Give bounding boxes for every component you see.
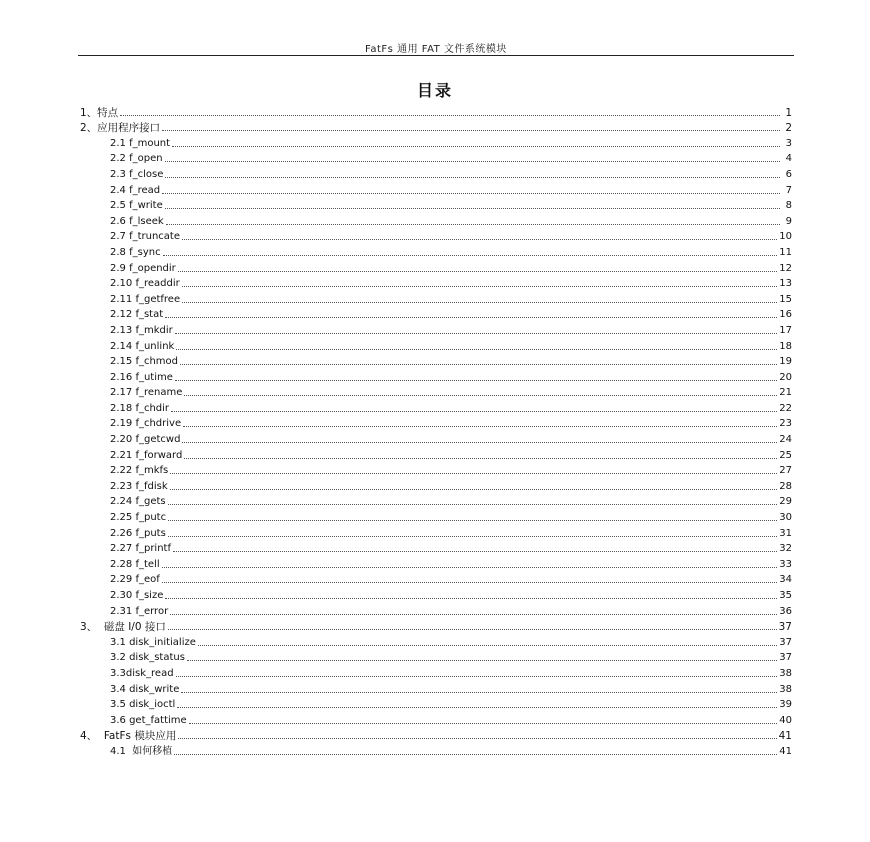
running-header: FatFs 通用 FAT 文件系统模块 (365, 44, 507, 55)
toc-entry-label: 2.11 f_getfree (110, 293, 181, 305)
toc-entry-label: 2.27 f_printf (110, 543, 171, 555)
dot-leader (120, 115, 780, 116)
toc-entry-page-number: 11 (779, 246, 792, 258)
dot-leader (176, 349, 777, 350)
dot-leader (165, 317, 777, 318)
toc-entry-page-number: 23 (779, 418, 792, 430)
toc-entry-label: 2.12 f_stat (110, 309, 164, 321)
dot-leader (198, 645, 777, 646)
toc-entry-page-number: 2 (785, 122, 792, 135)
dot-leader (162, 582, 778, 583)
toc-entry[interactable] (80, 430, 792, 446)
toc-entry-page-number: 36 (779, 605, 792, 617)
toc-entry[interactable] (80, 337, 792, 353)
toc-entry-label: 2.10 f_readdir (110, 278, 180, 290)
toc-entry-label: 2.23 f_fdisk (110, 480, 168, 492)
toc-entry-page-number: 9 (785, 215, 792, 227)
toc-entry-label: 2.13 f_mkdir (110, 324, 173, 336)
toc-entry[interactable] (80, 680, 792, 696)
toc-entry-page-number: 41 (779, 745, 792, 757)
toc-entry[interactable] (80, 368, 792, 384)
toc-entry-label: 2.24 f_gets (110, 496, 166, 508)
toc-entry-label: 2.17 f_rename (110, 387, 183, 399)
dot-leader (165, 177, 780, 178)
dot-leader (184, 395, 777, 396)
dot-leader (189, 723, 778, 724)
toc-entry-label: 2.8 f_sync (110, 246, 161, 258)
dot-leader (178, 738, 776, 739)
toc-entry[interactable] (80, 477, 792, 493)
toc-entry-page-number: 40 (779, 714, 792, 726)
toc-entry[interactable] (80, 321, 792, 337)
toc-entry[interactable] (80, 540, 792, 556)
toc-entry-page-number: 18 (779, 340, 792, 352)
dot-leader (187, 660, 777, 661)
toc-entry[interactable] (80, 555, 792, 571)
toc-entry[interactable] (80, 399, 792, 415)
toc-entry-label: 3.6 get_fattime (110, 714, 187, 726)
toc-entry-page-number: 8 (785, 200, 792, 212)
dot-leader (175, 333, 778, 334)
toc-entry[interactable] (80, 212, 792, 228)
toc-entry-label: 2.28 f_tell (110, 558, 160, 570)
toc-entry[interactable] (80, 275, 792, 291)
toc-entry-page-number: 35 (779, 590, 792, 601)
toc-entry-page-number: 33 (779, 558, 792, 570)
toc-entry[interactable] (80, 290, 792, 306)
dot-leader (168, 504, 778, 505)
dot-leader (180, 364, 777, 365)
toc-entry-label: 2.20 f_getcwd (110, 434, 181, 446)
dot-leader (165, 598, 777, 599)
toc-entry-page-number: 7 (785, 184, 792, 196)
toc-entry-page-number: 10 (779, 231, 792, 243)
dot-leader (165, 161, 780, 162)
dot-leader (170, 489, 778, 490)
toc-entry-label: 1、特点 (80, 106, 119, 119)
dot-leader (168, 520, 777, 521)
toc-entry-label: 2.9 f_opendir (110, 262, 176, 274)
toc-entry[interactable] (80, 462, 792, 478)
toc-entry[interactable] (80, 446, 792, 462)
toc-entry[interactable] (80, 649, 792, 665)
dot-leader (165, 208, 780, 209)
dot-leader (168, 536, 777, 537)
toc-entry[interactable] (80, 602, 792, 618)
toc-entry-page-number: 29 (779, 496, 792, 508)
toc-entry-page-number: 6 (785, 168, 792, 180)
dot-leader (181, 692, 777, 693)
toc-entry-label: 3.3disk_read (110, 667, 174, 679)
toc-entry-label: 2.29 f_eof (110, 574, 160, 586)
dot-leader (162, 130, 780, 131)
toc-entry-page-number: 39 (779, 699, 792, 711)
dot-leader (184, 458, 777, 459)
toc-entry[interactable] (80, 493, 792, 509)
toc-entry-label: 2、应用程序接口 (80, 122, 161, 135)
toc-entry[interactable] (80, 727, 792, 743)
toc-entry-page-number: 19 (779, 356, 792, 368)
dot-leader (175, 380, 777, 381)
dot-leader (172, 146, 780, 147)
toc-entry[interactable] (80, 571, 792, 587)
toc-entry-page-number: 38 (779, 683, 792, 695)
toc-entry-label: 2.15 f_chmod (110, 356, 179, 368)
dot-leader (173, 551, 777, 552)
toc-entry-label: 4、 FatFs 模块应用 (80, 730, 177, 743)
dot-leader (162, 567, 778, 568)
dot-leader (168, 629, 777, 630)
dot-leader (163, 255, 778, 256)
toc-entry-label: 2.31 f_error (110, 605, 169, 617)
table-of-contents (80, 103, 792, 758)
toc-title: 目录 (416, 81, 453, 100)
toc-entry[interactable] (80, 150, 792, 166)
toc-entry[interactable] (80, 228, 792, 244)
toc-entry[interactable] (80, 696, 792, 712)
toc-entry-label: 2.4 f_read (110, 184, 161, 196)
toc-entry-label: 2.16 f_utime (110, 371, 173, 383)
toc-entry-label: 2.18 f_chdir (110, 402, 170, 414)
toc-entry-label: 2.7 f_truncate (110, 231, 181, 243)
toc-entry-label: 2.26 f_puts (110, 527, 166, 539)
toc-entry-page-number: 37 (778, 621, 792, 634)
toc-entry-label: 3.2 disk_status (110, 652, 185, 664)
toc-entry[interactable] (80, 384, 792, 400)
toc-entry[interactable] (80, 119, 792, 135)
toc-entry-page-number: 22 (779, 402, 792, 414)
dot-leader (174, 754, 777, 755)
toc-entry-label: 2.19 f_chdrive (110, 418, 182, 430)
toc-entry[interactable] (80, 306, 792, 322)
toc-entry-page-number: 16 (779, 309, 792, 321)
toc-entry-label: 3.4 disk_write (110, 683, 180, 695)
toc-entry-label: 2.21 f_forward (110, 449, 183, 461)
dot-leader (177, 707, 777, 708)
toc-entry-page-number: 31 (779, 527, 792, 539)
toc-entry[interactable] (80, 664, 792, 680)
toc-entry-label: 2.5 f_write (110, 200, 163, 212)
toc-entry-page-number: 27 (779, 465, 792, 477)
toc-entry-label: 2.14 f_unlink (110, 340, 175, 352)
toc-entry-page-number: 32 (779, 543, 792, 555)
toc-entry-page-number: 15 (779, 293, 792, 305)
toc-entry[interactable] (80, 586, 792, 602)
toc-entry[interactable] (80, 134, 792, 150)
toc-entry-page-number: 28 (779, 480, 792, 492)
dot-leader (170, 614, 777, 615)
dot-leader (182, 302, 777, 303)
dot-leader (178, 271, 777, 272)
toc-entry-page-number: 37 (779, 636, 792, 648)
toc-entry[interactable] (80, 259, 792, 275)
toc-entry-label: 4.1 如何移植 (110, 745, 173, 757)
toc-entry-page-number: 17 (779, 324, 792, 336)
toc-entry-page-number: 1 (785, 106, 792, 119)
toc-entry-label: 3.5 disk_ioctl (110, 699, 176, 711)
toc-entry[interactable] (80, 742, 792, 758)
dot-leader (182, 239, 777, 240)
dot-leader (182, 286, 778, 287)
toc-entry[interactable] (80, 181, 792, 197)
toc-entry-page-number: 30 (779, 512, 792, 524)
toc-entry-page-number: 12 (779, 262, 792, 274)
toc-entry[interactable] (80, 415, 792, 431)
toc-entry-page-number: 41 (778, 730, 792, 743)
toc-entry[interactable] (80, 353, 792, 369)
toc-entry-label: 2.3 f_close (110, 168, 164, 180)
toc-entry-label: 3、 磁盘 I/0 接口 (80, 621, 166, 634)
toc-entry-label: 2.30 f_size (110, 590, 164, 601)
toc-entry[interactable] (80, 524, 792, 540)
toc-entry-label: 2.22 f_mkfs (110, 465, 169, 477)
toc-entry-page-number: 21 (779, 387, 792, 399)
toc-entry-page-number: 13 (779, 278, 792, 290)
toc-entry[interactable] (80, 197, 792, 213)
dot-leader (170, 473, 777, 474)
dot-leader (183, 426, 777, 427)
toc-entry-page-number: 24 (779, 434, 792, 446)
toc-entry-page-number: 20 (779, 371, 792, 383)
dot-leader (166, 224, 780, 225)
toc-entry[interactable] (80, 618, 792, 634)
toc-entry[interactable] (80, 243, 792, 259)
toc-entry-page-number: 34 (779, 574, 792, 586)
dot-leader (162, 193, 780, 194)
dot-leader (171, 411, 777, 412)
toc-entry[interactable] (80, 103, 792, 119)
toc-entry-label: 2.6 f_lseek (110, 215, 164, 227)
toc-entry-label: 3.1 disk_initialize (110, 636, 196, 648)
toc-entry[interactable] (80, 633, 792, 649)
toc-entry-page-number: 25 (779, 449, 792, 461)
toc-entry-page-number: 3 (785, 137, 792, 149)
toc-entry[interactable] (80, 165, 792, 181)
dot-leader (182, 442, 777, 443)
toc-entry-label: 2.2 f_open (110, 153, 163, 165)
toc-entry-label: 2.25 f_putc (110, 512, 167, 524)
toc-entry[interactable] (80, 711, 792, 727)
header-rule (78, 55, 794, 56)
toc-entry-page-number: 38 (779, 667, 792, 679)
toc-entry-page-number: 37 (779, 652, 792, 664)
toc-entry-label: 2.1 f_mount (110, 137, 171, 149)
dot-leader (176, 676, 778, 677)
toc-entry-page-number: 4 (785, 153, 792, 165)
toc-entry[interactable] (80, 508, 792, 524)
